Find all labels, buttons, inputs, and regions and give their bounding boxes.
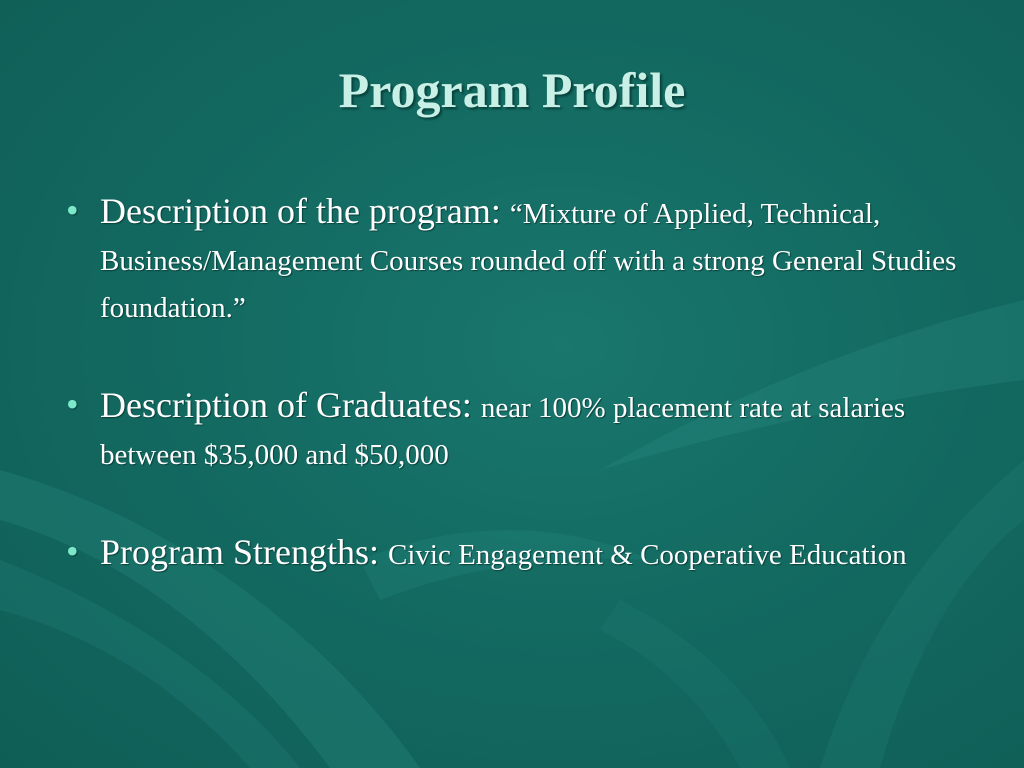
- bullet-heading: Program Strengths:: [100, 532, 388, 572]
- slide-title: Program Profile: [338, 62, 686, 118]
- bullet-list: [60, 188, 960, 629]
- bullet-body: Civic Engagement & Cooperative Education: [387, 539, 907, 571]
- bullet-program-description: [60, 188, 960, 332]
- bullet-marker: •: [66, 384, 79, 424]
- bullet-graduates-description: [60, 382, 960, 479]
- bullet-marker: •: [66, 531, 79, 571]
- bullet-body: near 100% placement rate at salaries between $35,000 and $50,000: [100, 392, 906, 471]
- bullet-heading: Description of the program:: [100, 191, 510, 231]
- bullet-program-strengths: [60, 529, 960, 579]
- bullet-heading: Description of Graduates:: [100, 385, 481, 425]
- bullet-body: “Mixture of Applied, Technical, Business/Management Courses rounded off with a strong General Studies foundation.”: [100, 198, 957, 324]
- bullet-marker: •: [66, 190, 79, 230]
